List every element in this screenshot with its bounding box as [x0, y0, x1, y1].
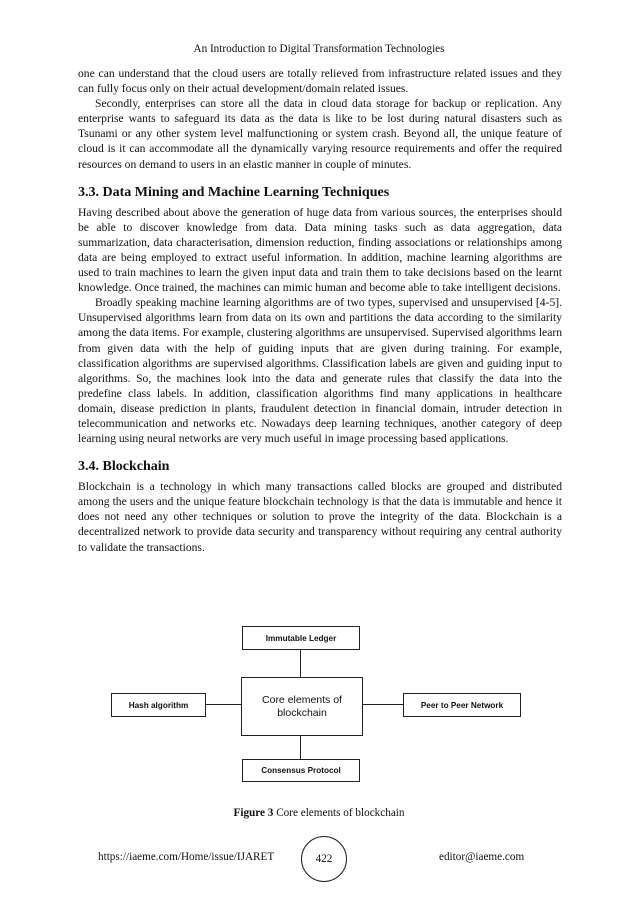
connector-right [361, 704, 403, 705]
running-header: An Introduction to Digital Transformation Technologies [193, 43, 445, 55]
core-elements-box [241, 677, 363, 736]
consensus-protocol-label: Consensus Protocol [261, 766, 341, 775]
connector-left [204, 704, 241, 705]
connector-top [300, 649, 301, 678]
consensus-protocol-box [242, 759, 360, 782]
connector-bottom [300, 735, 301, 759]
core-elements-label-line2: blockchain [277, 706, 327, 719]
figure-caption-text: Core elements of blockchain [273, 807, 405, 819]
main-text [78, 66, 562, 555]
paragraph-1: one can understand that the cloud users are totally relieved from infrastructure related issues and they can fully focus only on their actual development/domain related issues. [78, 67, 562, 96]
core-elements-label-line1: Core elements of [262, 693, 342, 706]
immutable-ledger-label: Immutable Ledger [265, 633, 337, 643]
figure-caption [0, 807, 638, 819]
section-heading-3-4: 3.4. Blockchain [78, 459, 170, 475]
section-heading-3-3: 3.3. Data Mining and Machine Learning Techniques [78, 184, 390, 200]
peer-to-peer-label: Peer to Peer Network [420, 700, 504, 710]
paragraph-5: Blockchain is a technology in which many transactions called blocks are grouped and distributed among the users and the unique feature blockchain technology is that the data is immutable and hence it does not need any other techniques or solution to prove the integrity of the data. Blockchain is a decentralized network to provide data security and transparency without requiring any central authority to validate the transactions. [78, 480, 562, 554]
paragraph-2: Secondly, enterprises can store all the data in cloud data storage for backup or replication. Any enterprise wants to safeguard its data as the data is like to be lost during natural disasters such as Tsunami or any other system level malfunctioning or system crash. Beyond all, the unique feature of cloud is it can accommodate all the dynamically varying resource requirements and offer the required resources on demand to users in an elastic manner in couple of minutes. [78, 97, 562, 171]
paragraph-4: Broadly speaking machine learning algorithms are of two types, supervised and unsupervised [4-5]. Unsupervised algorithms learn from data on its own and partitions the data according to the similarity among the data items. For example, clustering algorithms are unsupervised. Supervised algorithms learn from given data with the help of guiding inputs that are given during training. For example, classification algorithms are supervised algorithms. Classification labels are given and guiding input to algorithms. So, the machines look into the data and generate rules that classify the data into the predefine class labels. In addition, classification algorithms find many applications in healthcare domain, disease prediction in plants, fraudulent detection in financial domain, intruder detection in telecommunication and networks etc. Nowadays deep learning techniques, another category of deep learning using neural networks are very much useful in image processing based applications. [78, 296, 562, 446]
page-number: 422 [301, 836, 347, 882]
hash-algorithm-label: Hash algorithm [128, 700, 189, 710]
figure-caption-label: Figure 3 [233, 807, 274, 819]
paragraph-3: Having described about above the generation of huge data from various sources, the enterprises should be able to discover knowledge from data. Data mining tasks such as data aggregation, data summarization, data characterisation, dimension reduction, finding associations or relationships among data are being employed to extract useful information. In addition, machine learning algorithms are used to train machines to learn the given input data and train them to take decisions based on the learnt knowledge. Once trained, the machines can mimic human and become able to take intelligent decisions. [78, 205, 562, 295]
hash-algorithm-box [111, 693, 206, 717]
journal-url-link[interactable]: https://iaeme.com/Home/issue/IJARET [98, 851, 275, 863]
peer-to-peer-box [403, 693, 521, 717]
editor-email-link[interactable]: editor@iaeme.com [439, 851, 525, 863]
immutable-ledger-box [242, 626, 360, 650]
